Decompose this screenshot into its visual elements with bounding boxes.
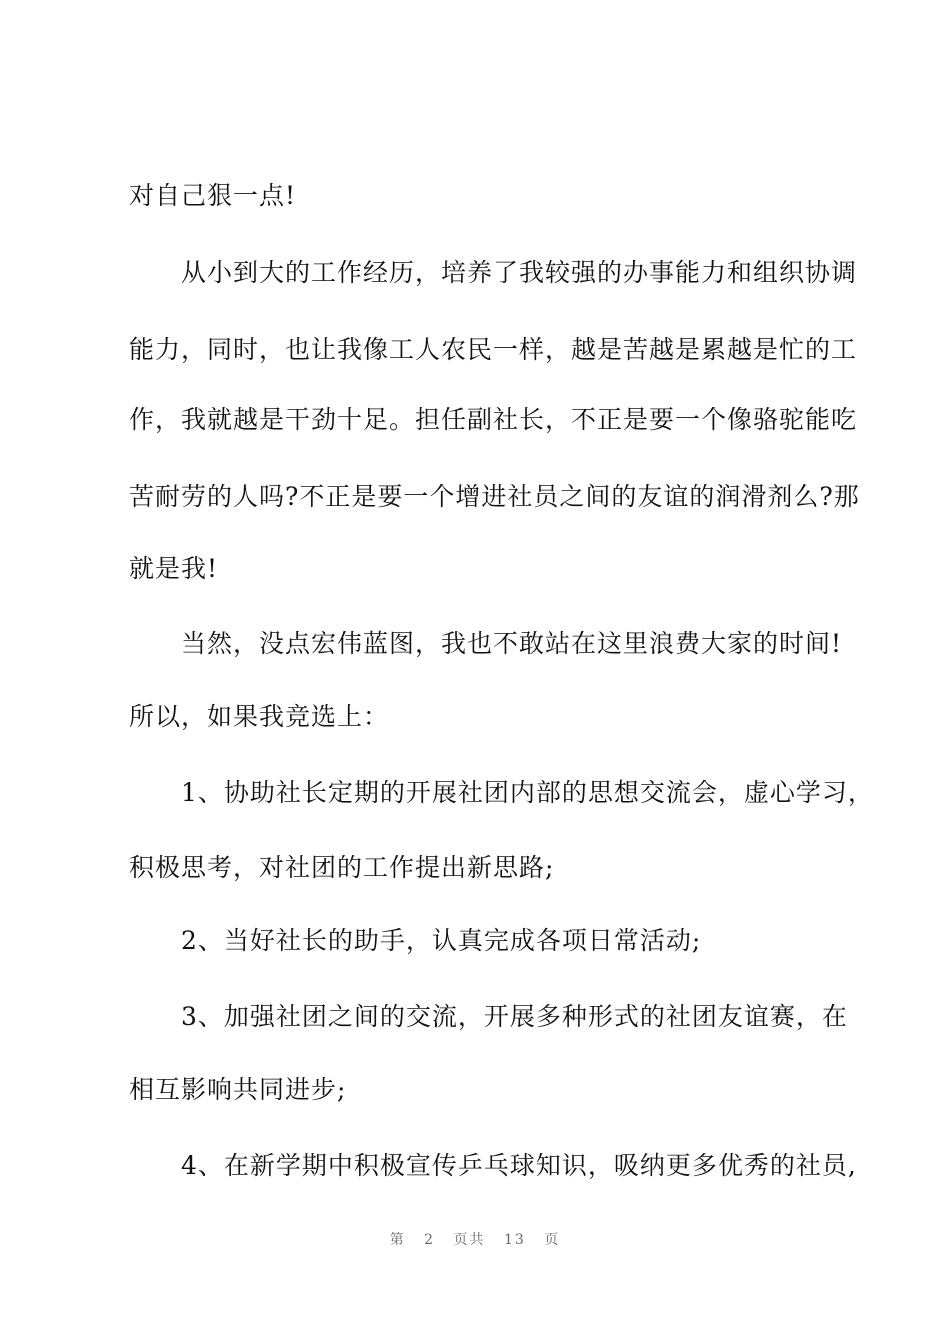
text-line-13: 相互影响共同进步;	[129, 1075, 347, 1104]
text-line-8: 所以，如果我竞选上：	[129, 702, 390, 731]
footer-total-pages: 13	[504, 1232, 526, 1248]
footer-page-number: 2	[424, 1232, 436, 1248]
text-line-3: 能力，同时，也让我像工人农民一样，越是苦越是累越是忙的工	[129, 335, 858, 364]
text-line-7: 当然，没点宏伟蓝图，我也不敢站在这里浪费大家的时间!	[129, 629, 843, 658]
text-line-1: 对自己狠一点!	[129, 181, 297, 210]
text-line-6: 就是我!	[129, 554, 219, 583]
text-line-14: 4、在新学期中积极宣传乒乓球知识，吸纳更多优秀的社员,	[129, 1151, 857, 1180]
text-line-5: 苦耐劳的人吗?不正是要一个增进社员之间的友谊的润滑剂么?那	[129, 482, 860, 511]
text-line-12: 3、加强社团之间的交流，开展多种形式的社团友谊赛，在	[129, 1002, 848, 1031]
text-line-9: 1、协助社长定期的开展社团内部的思想交流会，虚心学习，	[129, 778, 874, 807]
text-line-4: 作，我就越是干劲十足。担任副社长，不正是要一个像骆驼能吃	[129, 405, 858, 434]
text-line-2: 从小到大的工作经历，培养了我较强的办事能力和组织协调	[129, 258, 858, 287]
page-footer	[0, 1229, 950, 1249]
footer-middle: 页共	[453, 1232, 486, 1248]
footer-suffix: 页	[544, 1232, 561, 1248]
text-line-10: 积极思考，对社团的工作提出新思路;	[129, 853, 555, 882]
footer-prefix: 第	[389, 1232, 406, 1248]
text-line-11: 2、当好社长的助手，认真完成各项日常活动;	[129, 926, 702, 955]
